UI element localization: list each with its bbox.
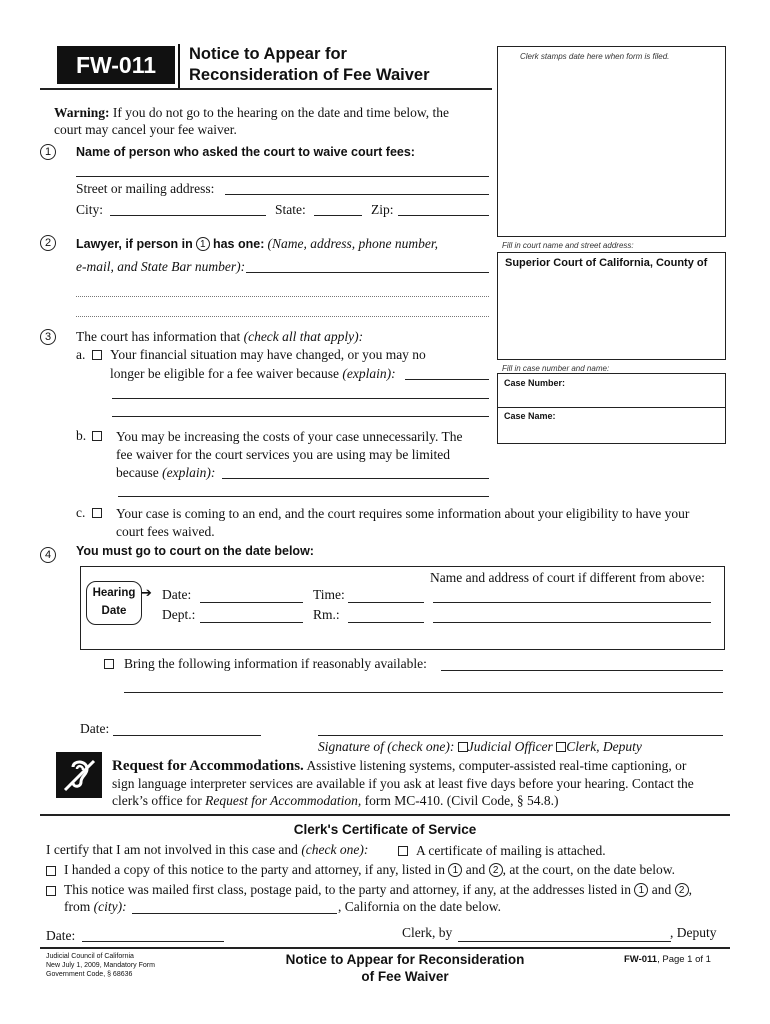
form-id-badge: FW-011 — [57, 46, 175, 84]
zip-label: Zip: — [371, 202, 394, 217]
handed-copy-a: I handed a copy of this notice to the party and attorney, if any, listed in — [64, 862, 446, 877]
court-address-line-2[interactable] — [433, 622, 711, 623]
hearing-rm-field[interactable] — [348, 622, 424, 623]
court-address-label: Name and address of court if different from above: — [430, 570, 705, 585]
hearing-label-2: Date — [101, 605, 127, 617]
lawyer-line-2[interactable] — [76, 296, 489, 297]
item4-title: You must go to court on the date below: — [76, 544, 314, 558]
city-label: City: — [76, 202, 104, 217]
court-name: Superior Court of California, County of — [505, 257, 708, 269]
item3-c-text1: Your case is coming to an end, and the court requires some information about your eligibility to have your — [116, 506, 690, 521]
mailed-a: This notice was mailed first class, postage paid, to the party and attorney, if any, at the addresses listed in — [64, 882, 631, 897]
item3-b-explain: (explain): — [162, 465, 216, 480]
checkbox-3b[interactable] — [92, 431, 102, 441]
lawyer-field[interactable] — [246, 272, 489, 273]
item-number-3: 3 — [40, 329, 56, 345]
hearing-time-label: Time: — [313, 587, 345, 602]
zip-field[interactable] — [398, 215, 489, 216]
deputy-label: , Deputy — [670, 925, 717, 940]
footer-page-number: , Page 1 of 1 — [657, 954, 711, 965]
item-number-1: 1 — [40, 144, 56, 160]
warning-label: Warning: — [54, 105, 110, 120]
city-field[interactable] — [110, 215, 266, 216]
item3-c-letter: c. — [76, 505, 86, 520]
form-title-line2: Reconsideration of Fee Waiver — [189, 66, 430, 84]
mailed-city-field[interactable] — [132, 913, 337, 914]
item2-italic2: e-mail, and State Bar number): — [76, 259, 246, 274]
accommodations-text — [112, 757, 732, 809]
bring-info-line-2[interactable] — [124, 692, 723, 693]
header-rule — [40, 88, 492, 90]
accommodations-title: Request for Accommodations. — [112, 758, 304, 774]
item-number-2: 2 — [40, 235, 56, 251]
explain-a-line-3[interactable] — [112, 416, 489, 417]
council-info — [46, 952, 155, 979]
name-line[interactable] — [76, 176, 489, 177]
clerk-by-label: Clerk, by — [402, 925, 453, 940]
warning-text-line1: If you do not go to the hearing on the date and time below, the — [112, 105, 450, 120]
checkbox-bring-info[interactable] — [104, 659, 114, 669]
item3-a-text1: Your financial situation may have changed, or you may no — [110, 347, 426, 362]
case-fill-label: Fill in case number and name: — [502, 364, 610, 373]
item3-b-text1: You may be increasing the costs of your case unnecessarily. The — [116, 429, 463, 444]
item2-title — [76, 236, 438, 252]
hearing-label-1: Hearing — [92, 587, 136, 599]
court-address-line-1[interactable] — [433, 602, 711, 603]
mailed-end: , — [688, 882, 692, 897]
accommodations-text2: sign language interpreter services are available if you ask at least five days before your hearing. Contact the — [112, 776, 694, 791]
hearing-date-field[interactable] — [200, 602, 303, 603]
judicial-officer-label: Judicial Officer — [467, 739, 553, 754]
mailed-and: and — [651, 882, 672, 897]
footer-rule — [40, 947, 730, 949]
mailed-from-line — [64, 899, 127, 915]
clerk-stamp-label: Clerk stamps date here when form is filed. — [520, 52, 670, 61]
checkbox-3c[interactable] — [92, 508, 102, 518]
council-line2: New July 1, 2009, Mandatory Form — [46, 962, 155, 969]
checkbox-judicial-officer[interactable] — [458, 742, 468, 752]
clerk-name-field[interactable] — [458, 941, 671, 942]
item2-italic1: (Name, address, phone number, — [267, 236, 438, 251]
certificate-line1 — [46, 842, 368, 858]
court-fill-label: Fill in court name and street address: — [502, 241, 634, 250]
item3-intro — [76, 329, 363, 345]
footer-title — [255, 951, 555, 985]
item3-a-text2-main: longer be eligible for a fee waiver because — [110, 366, 340, 381]
accommodations-text1: Assistive listening systems, computer-assisted real-time captioning, or — [306, 758, 687, 773]
handed-circle-1: 1 — [448, 863, 462, 877]
checkbox-handed-copy[interactable] — [46, 866, 56, 876]
bring-info-field[interactable] — [441, 670, 723, 671]
signature-label — [318, 739, 642, 755]
form-title — [189, 44, 430, 86]
explain-a-line-2[interactable] — [112, 398, 489, 399]
state-field[interactable] — [314, 215, 362, 216]
item3-a-text2 — [110, 366, 396, 382]
form-title-line1: Notice to Appear for — [189, 45, 347, 63]
hearing-date-label: Date: — [162, 587, 192, 602]
item3-c-text2: court fees waived. — [116, 524, 215, 539]
item2-title-b: has one: — [212, 237, 265, 251]
mailed-text — [64, 882, 692, 898]
certificate-date-label: Date: — [46, 928, 76, 943]
from-label: from — [64, 899, 91, 914]
explain-a-field[interactable] — [405, 379, 489, 380]
clerk-deputy-label: Clerk, Deputy — [566, 739, 642, 754]
hearing-time-field[interactable] — [348, 602, 424, 603]
accommodations-text3a: clerk’s office for — [112, 793, 202, 808]
item2-title-a: Lawyer, if person in — [76, 237, 193, 251]
warning-text-line2: court may cancel your fee waiver. — [54, 122, 237, 137]
footer-form-id: FW-011 — [624, 954, 658, 965]
case-number-label: Case Number: — [504, 378, 566, 388]
street-field[interactable] — [225, 194, 489, 195]
handed-copy-text — [64, 862, 675, 878]
street-label: Street or mailing address: — [76, 181, 215, 196]
city-italic: (city): — [93, 899, 127, 914]
signature-field[interactable] — [318, 735, 723, 736]
arrow-icon: ➔ — [141, 585, 152, 600]
mailed-circle-2: 2 — [675, 883, 689, 897]
hearing-assistance-icon — [56, 752, 102, 798]
hearing-rm-label: Rm.: — [313, 607, 340, 622]
checkbox-3a[interactable] — [92, 350, 102, 360]
hearing-date-badge — [86, 581, 142, 625]
footer-title-line1: Notice to Appear for Reconsideration — [285, 952, 525, 967]
item3-b-text — [116, 428, 463, 482]
certificate-title: Clerk's Certificate of Service — [293, 822, 477, 837]
clerk-stamp-box — [497, 46, 726, 237]
certificate-check-one: (check one): — [301, 842, 369, 857]
footer-title-line2: of Fee Waiver — [361, 969, 449, 984]
checkbox-mailing-attached[interactable] — [398, 846, 408, 856]
item3-intro-text: The court has information that — [76, 329, 241, 344]
mailing-attached-label: A certificate of mailing is attached. — [416, 843, 606, 858]
certificate-line1-text: I certify that I am not involved in this case and — [46, 842, 298, 857]
handed-copy-b: , at the court, on the date below. — [502, 862, 675, 877]
signature-date-field[interactable] — [113, 735, 261, 736]
item3-intro-italic: (check all that apply): — [243, 329, 364, 344]
item3-a-letter: a. — [76, 347, 86, 362]
hearing-dept-label: Dept.: — [162, 607, 196, 622]
mailed-circle-1: 1 — [634, 883, 648, 897]
handed-circle-2: 2 — [489, 863, 503, 877]
item1-title: Name of person who asked the court to waive court fees: — [76, 145, 415, 159]
accommodations-text3b: form MC-410. (Civil Code, § 54.8.) — [364, 793, 559, 808]
header-divider-vertical — [178, 44, 180, 88]
signature-of-label: Signature of (check one): — [318, 739, 455, 754]
explain-b-field[interactable] — [222, 478, 489, 479]
lawyer-line-3[interactable] — [76, 316, 489, 317]
warning-text — [54, 104, 449, 138]
explain-b-line-2[interactable] — [118, 496, 489, 497]
hearing-dept-field[interactable] — [200, 622, 303, 623]
item3-c-text — [116, 505, 689, 541]
signature-date-label: Date: — [80, 721, 110, 736]
item3-b-letter: b. — [76, 428, 87, 443]
footer-page-info — [624, 954, 711, 965]
checkbox-clerk-deputy[interactable] — [556, 742, 566, 752]
accommodations-form-name: Request for Accommodation, — [205, 793, 362, 808]
handed-and: and — [465, 862, 486, 877]
california-label: , California on the date below. — [338, 899, 501, 914]
item-number-4: 4 — [40, 547, 56, 563]
checkbox-mailed[interactable] — [46, 886, 56, 896]
item3-a-explain: (explain): — [342, 366, 396, 381]
council-line1: Judicial Council of California — [46, 953, 134, 960]
state-label: State: — [275, 202, 306, 217]
certificate-date-field[interactable] — [82, 941, 224, 942]
bring-info-label: Bring the following information if reasonably available: — [124, 656, 427, 671]
item3-b-text3: because — [116, 465, 159, 480]
case-box-divider — [497, 407, 726, 408]
item3-b-text2: fee waiver for the court services you are using may be limited — [116, 447, 450, 462]
certificate-rule — [40, 814, 730, 816]
case-name-label: Case Name: — [504, 411, 556, 421]
council-line3: Government Code, § 68636 — [46, 971, 133, 978]
item2-circle-ref: 1 — [196, 237, 210, 251]
